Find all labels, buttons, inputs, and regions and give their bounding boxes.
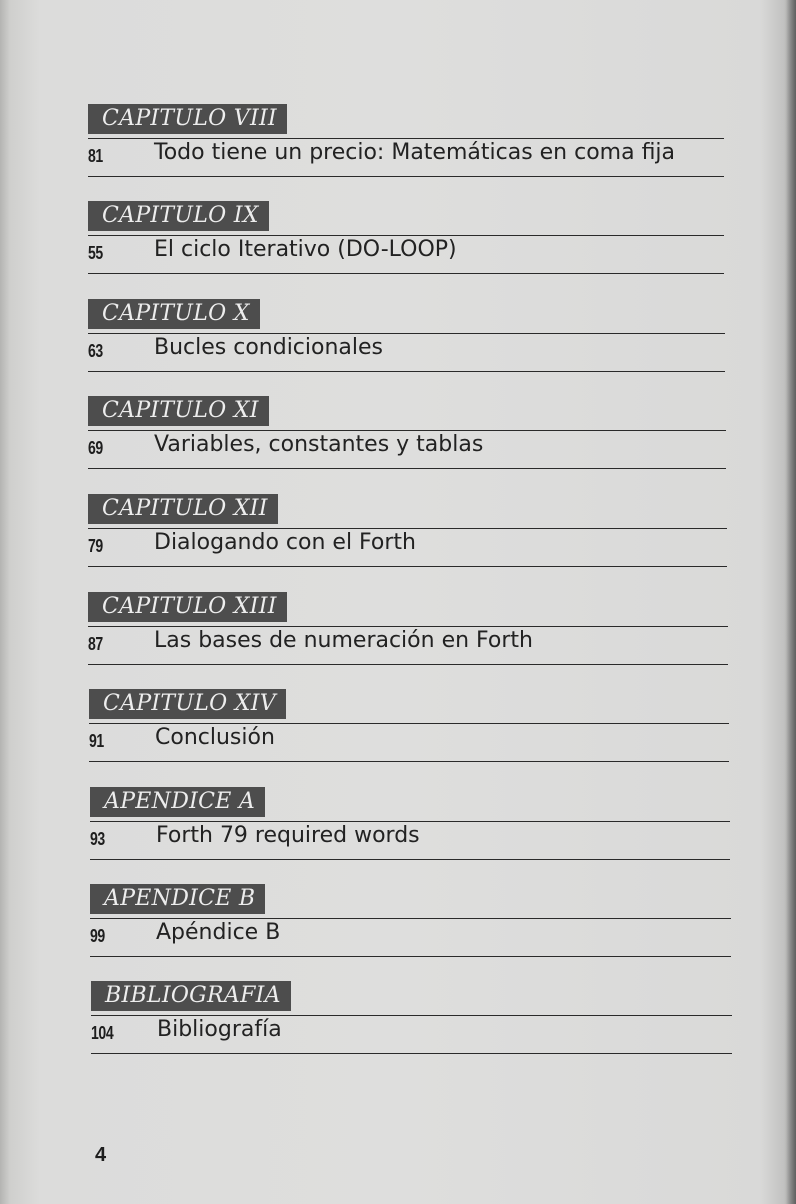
chapter-title: Dialogando con el Forth bbox=[154, 530, 416, 555]
toc-entry-chapter-8 bbox=[88, 104, 724, 184]
page-number: 63 bbox=[88, 341, 103, 361]
chapter-title: Todo tiene un precio: Matemáticas en coma fija bbox=[154, 140, 676, 165]
page-number: 99 bbox=[90, 926, 105, 946]
chapter-title: Forth 79 required words bbox=[156, 823, 420, 848]
toc-entry-chapter-12 bbox=[88, 494, 727, 574]
rule-top bbox=[91, 1015, 732, 1016]
rule-top bbox=[88, 626, 728, 627]
chapter-title: Apéndice B bbox=[156, 920, 281, 945]
rule-bottom bbox=[91, 1053, 732, 1054]
toc-entry-chapter-11 bbox=[88, 396, 726, 476]
toc-entry-appendix-a bbox=[90, 787, 730, 867]
rule-bottom bbox=[88, 176, 724, 177]
page-number: 81 bbox=[88, 146, 103, 166]
toc-entry-chapter-9 bbox=[88, 201, 724, 281]
page-number: 104 bbox=[91, 1023, 114, 1043]
chapter-label: CAPITULO X bbox=[88, 299, 260, 329]
rule-bottom bbox=[88, 664, 728, 665]
page-number: 55 bbox=[88, 243, 103, 263]
toc-entry-chapter-10 bbox=[88, 299, 725, 379]
rule-bottom bbox=[89, 761, 729, 762]
page-edge-shadow bbox=[786, 0, 796, 1204]
rule-bottom bbox=[90, 956, 731, 957]
chapter-title: Bucles condicionales bbox=[154, 335, 384, 360]
toc-entry-chapter-14 bbox=[89, 689, 729, 769]
page-number: 87 bbox=[88, 634, 103, 654]
rule-top bbox=[88, 138, 724, 139]
chapter-label: CAPITULO XII bbox=[88, 494, 278, 524]
rule-bottom bbox=[88, 566, 727, 567]
page-number: 93 bbox=[90, 829, 105, 849]
chapter-title: El ciclo Iterativo (DO-LOOP) bbox=[154, 237, 457, 262]
rule-bottom bbox=[88, 371, 725, 372]
rule-top bbox=[90, 918, 731, 919]
chapter-title: Bibliografía bbox=[157, 1017, 282, 1042]
rule-bottom bbox=[88, 468, 726, 469]
toc-entry-appendix-b bbox=[90, 884, 731, 964]
toc-entry-chapter-13 bbox=[88, 592, 728, 672]
rule-top bbox=[88, 430, 726, 431]
rule-top bbox=[90, 821, 730, 822]
page-number: 69 bbox=[88, 438, 103, 458]
chapter-title: Conclusión bbox=[155, 725, 275, 750]
page-number: 91 bbox=[89, 731, 104, 751]
chapter-label: CAPITULO XIII bbox=[88, 592, 287, 622]
chapter-label: CAPITULO IX bbox=[88, 201, 269, 231]
rule-bottom bbox=[90, 859, 730, 860]
toc-entry-bibliography bbox=[91, 981, 732, 1061]
rule-bottom bbox=[88, 273, 724, 274]
chapter-title: Las bases de numeración en Forth bbox=[154, 628, 533, 653]
chapter-label: APENDICE A bbox=[90, 787, 265, 817]
rule-top bbox=[89, 723, 729, 724]
page-folio: 4 bbox=[95, 1144, 107, 1166]
chapter-label: CAPITULO XIV bbox=[89, 689, 286, 719]
chapter-label: CAPITULO XI bbox=[88, 396, 269, 426]
rule-top bbox=[88, 333, 725, 334]
rule-top bbox=[88, 235, 724, 236]
chapter-label: BIBLIOGRAFIA bbox=[91, 981, 291, 1011]
page-number: 79 bbox=[88, 536, 103, 556]
chapter-label: APENDICE B bbox=[90, 884, 265, 914]
rule-top bbox=[88, 528, 727, 529]
chapter-label: CAPITULO VIII bbox=[88, 104, 287, 134]
chapter-title: Variables, constantes y tablas bbox=[154, 432, 484, 457]
